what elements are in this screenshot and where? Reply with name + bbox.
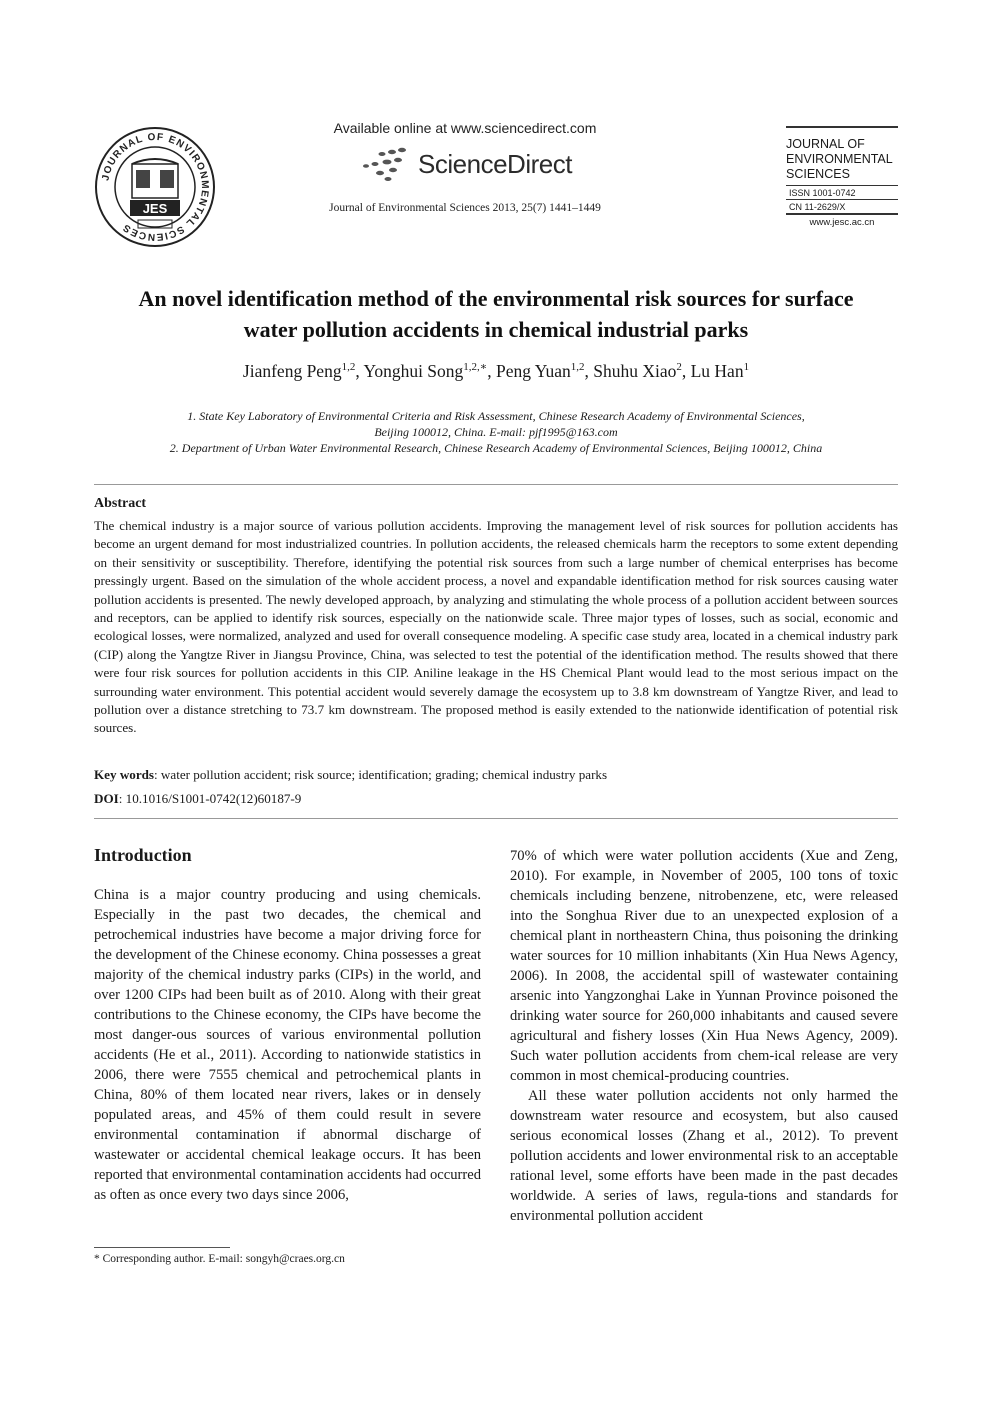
journal-url[interactable]: www.jesc.ac.cn (809, 217, 875, 228)
affiliation-1-cont: Beijing 100012, China. E-mail: pjf1995@163.com (374, 425, 618, 439)
affiliation-1: 1. State Key Laboratory of Environmental Criteria and Risk Assessment, Chinese Research Academy of Environmental Sciences, (187, 409, 805, 423)
article-title: An novel identification method of the environmental risk sources for surface water pollution accidents in chemical industrial parks (138, 286, 854, 342)
body-column-left (94, 885, 481, 1205)
paragraph: All these water pollution accidents not only harmed the downstream water resource and ecosystem, but also caused serious economical losses (Zhang et al., 2012). To prevent pollution accidents and lower environmental risk to an acceptable rational level, some efforts have been made in the past decades worldwide. A series of laws, regula-tions and standards for environmental pollution accident (510, 1088, 898, 1224)
sciencedirect-wordmark: ScienceDirect (418, 148, 572, 179)
divider (94, 818, 898, 819)
issn: ISSN 1001-0742 (789, 188, 856, 198)
section-heading-introduction: Introduction (94, 845, 192, 865)
journal-name: JOURNAL OF ENVIRONMENTAL SCIENCES (786, 137, 893, 181)
paragraph: 70% of which were water pollution accidents (Xue and Zeng, 2010). For example, in November of 2005, 100 tons of toxic chemicals including benzene, nitrobenzene, etc, were released into the Songhua River due to an unexpected explosion of a chemical plant in northeastern China, thus poisoning the drinking water sources for 10 million inhabitants (Xin Hua News Agency, 2006). In 2008, the accidental spill of wastewater containing arsenic into Yangzonghai Lake in Yunnan Province poisoned the drinking water source for 260,000 inhabitants and caused severe agricultural and fishery losses (Xin Hua News Agency, 2009). Such water pollution accidents from chem-ical release are very common in most chemical-producing countries. (510, 848, 898, 1084)
author: Yonghui Song$^{1,2,∗}$, (363, 360, 497, 381)
author: Peng Yuan$^{1,2}$, (496, 360, 594, 381)
author: Lu Han$^1$ (690, 360, 750, 381)
affiliation-2: 2. Department of Urban Water Environmental Research, Chinese Research Academy of Environmental Sciences, Beijing 100012, China (169, 441, 823, 455)
logo-badge: JES (142, 201, 168, 216)
doi-value[interactable]: : 10.1016/S1001-0742(12)60187-9 (118, 791, 302, 806)
sciencedirect-logo (300, 142, 630, 186)
cn-number: CN 11-2629/X (789, 202, 846, 212)
author: Shuhu Xiao$^2$, (593, 360, 691, 381)
logo-ring-text: JOURNAL OF ENVIRONMENTAL SCIENCES (100, 131, 211, 243)
doi-label: DOI (94, 791, 119, 806)
affiliations (94, 408, 898, 456)
abstract-heading: Abstract (94, 496, 147, 511)
author: Jianfeng Peng$^{1,2}$, (242, 360, 364, 381)
journal-logo (94, 126, 216, 248)
author-list (94, 360, 898, 382)
paragraph: China is a major country producing and using chemicals. Especially in the past two decades, the chemical and petrochemical industries have become a major driving force for the development of the Chinese economy. China possesses a great majority of the chemical industry parks (CIPs) in the world, and over 1200 CIPs had been built as of 2010. Along with their great contributions to the Chinese economy, the CIPs have become the most danger-ous sources of various environmental pollution accidents (He et al., 2011). According to nationwide statistics in 2006, there were 7555 chemical and petrochemical plants in China, 80% of them located near rivers, lakes or in densely populated areas, and 45% of them could result in severe environmental contamination if abnormal discharge of wastewater or accidental chemical leakage occurs. It has been reported that environmental contamination accidents had occurred as often as once every two days since 2006, (94, 887, 481, 1203)
sciencedirect-dots-icon (358, 144, 410, 184)
divider (786, 126, 898, 128)
corresponding-author-footnote: * Corresponding author. E-mail: songyh@craes.org.cn (94, 1253, 345, 1265)
footnote-divider (94, 1247, 230, 1248)
body-column-right (510, 846, 898, 1226)
keywords-text: : water pollution accident; risk source; identification; grading; chemical industry parks (154, 767, 608, 782)
abstract-text: The chemical industry is a major source of various pollution accidents. Improving the management level of risk sources for pollution accidents has become an urgent demand for most industrialized countries. In pollution accidents, the released chemicals harm the receptors to some extent depending on their sensitivity or susceptibility. Therefore, identifying the potential risk sources from such a large number of chemical enterprises has become pressingly urgent. Based on the simulation of the whole accident process, a novel and expandable identification method for risk sources causing water pollution accidents is presented. The newly developed approach, by analyzing and stimulating the whole process of a pollution accident between sources and receptors, can be applied to identify risk sources, especially on the nationwide scale. Three major types of losses, such as social, economic and ecological losses, were normalized, analyzed and used for overall consequence modeling. A specific case study area, located in a chemical industry park (CIP) along the Yangtze River in Jiangsu Province, China, was selected to test the potential of the identification method. The results showed that there were four risk sources for pollution accidents in this CIP. Aniline leakage in the HS Chemical Plant would lead to the most serious impact on the surrounding water environment. This potential accident would severely damage the ecosystem up to 3.8 km downstream of Yangtze River, and lead to pollution over a distance stretching to 73.7 km downstream. The proposed method is easily extended to the nationwide identification of potential risk sources. (94, 518, 898, 736)
keywords (94, 767, 898, 783)
journal-info-box (786, 126, 898, 228)
publisher-header (300, 120, 630, 214)
doi (94, 791, 898, 807)
divider (94, 484, 898, 485)
journal-citation: Journal of Environmental Sciences 2013, 25(7) 1441–1449 (329, 202, 601, 214)
keywords-label: Key words (94, 767, 155, 782)
availability-line: Available online at www.sciencedirect.com (333, 120, 597, 136)
